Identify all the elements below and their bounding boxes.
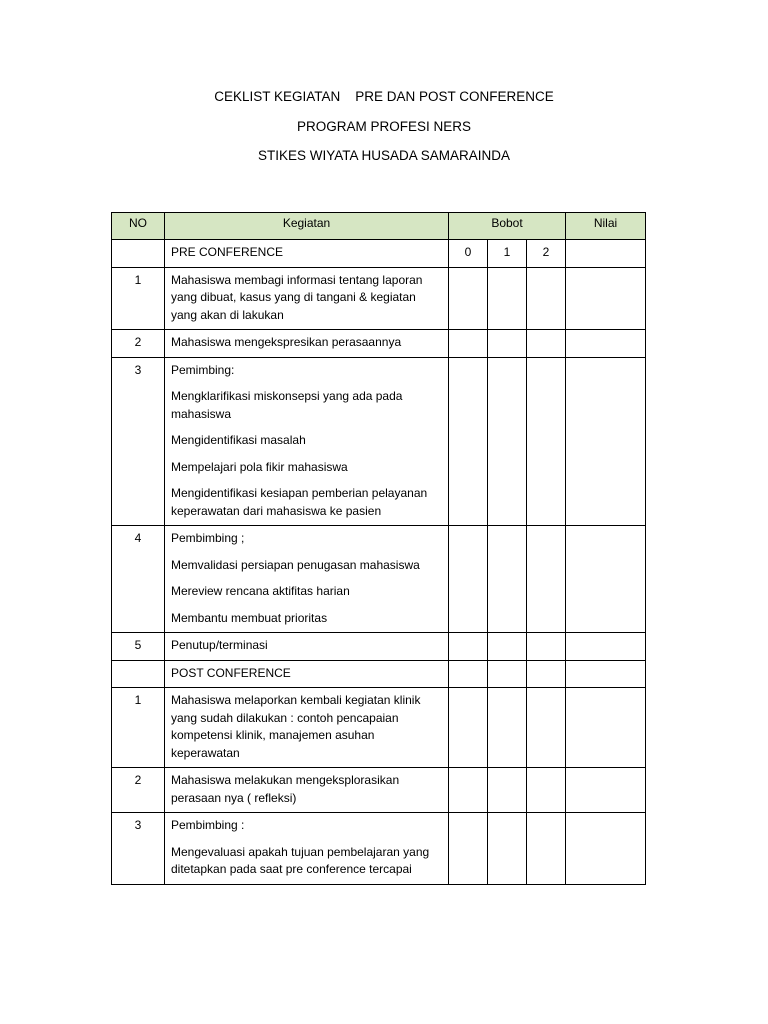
activity-description xyxy=(165,267,449,330)
bobot-cell[interactable] xyxy=(527,633,566,661)
bobot-cell[interactable] xyxy=(527,357,566,526)
activity-description xyxy=(165,768,449,813)
activity-line: Mahasiswa melaporkan kembali kegiatan klinik yang sudah dilakukan : contoh pencapaian kompetensi klinik, manajemen asuhan keperawatan xyxy=(171,693,421,760)
header-nilai: Nilai xyxy=(566,213,646,240)
nilai-cell[interactable] xyxy=(566,688,646,768)
bobot-cell[interactable] xyxy=(488,768,527,813)
row-number: 2 xyxy=(112,330,165,358)
table-row xyxy=(112,768,646,813)
nilai-cell[interactable] xyxy=(566,633,646,661)
activity-line: Mahasiswa membagi informasi tentang laporan yang dibuat, kasus yang di tangani & kegiatan yang akan di lakukan xyxy=(171,272,423,322)
row-number: 4 xyxy=(112,526,165,633)
bobot-cell[interactable] xyxy=(527,768,566,813)
table-row xyxy=(112,330,646,358)
header-bobot: Bobot xyxy=(449,213,566,240)
bobot-cell xyxy=(488,660,527,688)
activity-line: Pemimbing: xyxy=(171,362,235,377)
nilai-cell[interactable] xyxy=(566,660,646,688)
pre-conference-section-row xyxy=(112,240,646,268)
bobot-cell[interactable] xyxy=(527,813,566,885)
activity-description xyxy=(165,633,449,661)
activity-line: Mahasiswa melakukan mengeksplorasikan perasaan nya ( refleksi) xyxy=(171,773,400,805)
row-number xyxy=(112,660,165,688)
bobot-cell[interactable] xyxy=(488,688,527,768)
table-row xyxy=(112,526,646,633)
activity-line: Mengidentifikasi masalah xyxy=(171,433,306,447)
row-number: 5 xyxy=(112,633,165,661)
bobot-cell[interactable] xyxy=(488,813,527,885)
bobot-cell[interactable] xyxy=(488,330,527,358)
nilai-cell[interactable] xyxy=(566,768,646,813)
table-row xyxy=(112,357,646,526)
bobot-cell[interactable] xyxy=(449,330,488,358)
activity-line: Penutup/terminasi xyxy=(171,638,268,652)
activity-description xyxy=(165,357,449,526)
row-number: 2 xyxy=(112,768,165,813)
nilai-cell[interactable] xyxy=(566,813,646,885)
bobot-score-1: 1 xyxy=(488,240,527,268)
post-conference-section-row xyxy=(112,660,646,688)
bobot-cell[interactable] xyxy=(527,267,566,330)
row-number: 3 xyxy=(112,357,165,526)
table-body xyxy=(112,240,646,885)
activity-description xyxy=(165,688,449,768)
activity-line: Mereview rencana aktifitas harian xyxy=(171,584,350,598)
nilai-cell[interactable] xyxy=(566,357,646,526)
row-number: 1 xyxy=(112,688,165,768)
activity-description xyxy=(165,526,449,633)
activity-description xyxy=(165,330,449,358)
activity-line: Mahasiswa mengekspresikan perasaannya xyxy=(171,335,402,349)
table-header-row xyxy=(112,213,646,240)
table-row xyxy=(112,813,646,885)
row-number: 1 xyxy=(112,267,165,330)
activity-description xyxy=(165,813,449,885)
table-row xyxy=(112,267,646,330)
row-number xyxy=(112,240,165,268)
bobot-cell[interactable] xyxy=(449,633,488,661)
bobot-cell[interactable] xyxy=(449,688,488,768)
bobot-cell xyxy=(527,660,566,688)
bobot-cell[interactable] xyxy=(488,267,527,330)
bobot-cell xyxy=(449,660,488,688)
bobot-cell[interactable] xyxy=(488,633,527,661)
bobot-cell[interactable] xyxy=(527,526,566,633)
bobot-cell[interactable] xyxy=(449,813,488,885)
post-conference-section-label: POST CONFERENCE xyxy=(165,660,449,688)
row-number: 3 xyxy=(112,813,165,885)
nilai-cell[interactable] xyxy=(566,526,646,633)
activity-line: Pembimbing : xyxy=(171,818,245,832)
pre-conference-section-label: PRE CONFERENCE xyxy=(165,240,449,268)
program-name: PROGRAM PROFESI NERS xyxy=(296,119,472,134)
bobot-cell[interactable] xyxy=(449,267,488,330)
bobot-cell[interactable] xyxy=(488,526,527,633)
nilai-cell[interactable] xyxy=(566,267,646,330)
nilai-cell[interactable] xyxy=(566,240,646,268)
activity-line: Memvalidasi persiapan penugasan mahasiswa xyxy=(171,557,420,572)
bobot-score-2: 2 xyxy=(527,240,566,268)
activity-line: Mempelajari pola fikir mahasiswa xyxy=(171,459,348,474)
bobot-score-0: 0 xyxy=(449,240,488,268)
activity-line: Mengevaluasi apakah tujuan pembelajaran yang ditetapkan pada saat pre conference tercapai xyxy=(171,844,430,876)
table-row xyxy=(112,688,646,768)
bobot-cell[interactable] xyxy=(527,688,566,768)
institution-name: STIKES WIYATA HUSADA SAMARAINDA xyxy=(257,148,511,163)
table-row xyxy=(112,633,646,661)
bobot-cell[interactable] xyxy=(527,330,566,358)
header-no: NO xyxy=(112,213,165,240)
bobot-cell[interactable] xyxy=(449,768,488,813)
bobot-cell[interactable] xyxy=(449,526,488,633)
activity-line: Pembimbing ; xyxy=(171,531,245,545)
bobot-cell[interactable] xyxy=(449,357,488,526)
nilai-cell[interactable] xyxy=(566,330,646,358)
header-kegiatan: Kegiatan xyxy=(165,213,449,240)
checklist-table xyxy=(111,212,646,885)
activity-line: Mengklarifikasi miskonsepsi yang ada pada mahasiswa xyxy=(171,389,403,421)
document-title: CEKLIST KEGIATAN PRE DAN POST CONFERENCE xyxy=(214,89,554,104)
bobot-cell[interactable] xyxy=(488,357,527,526)
activity-line: Mengidentifikasi kesiapan pemberian pelayanan keperawatan dari mahasiswa ke pasien xyxy=(171,486,428,518)
activity-line: Membantu membuat prioritas xyxy=(171,610,328,625)
